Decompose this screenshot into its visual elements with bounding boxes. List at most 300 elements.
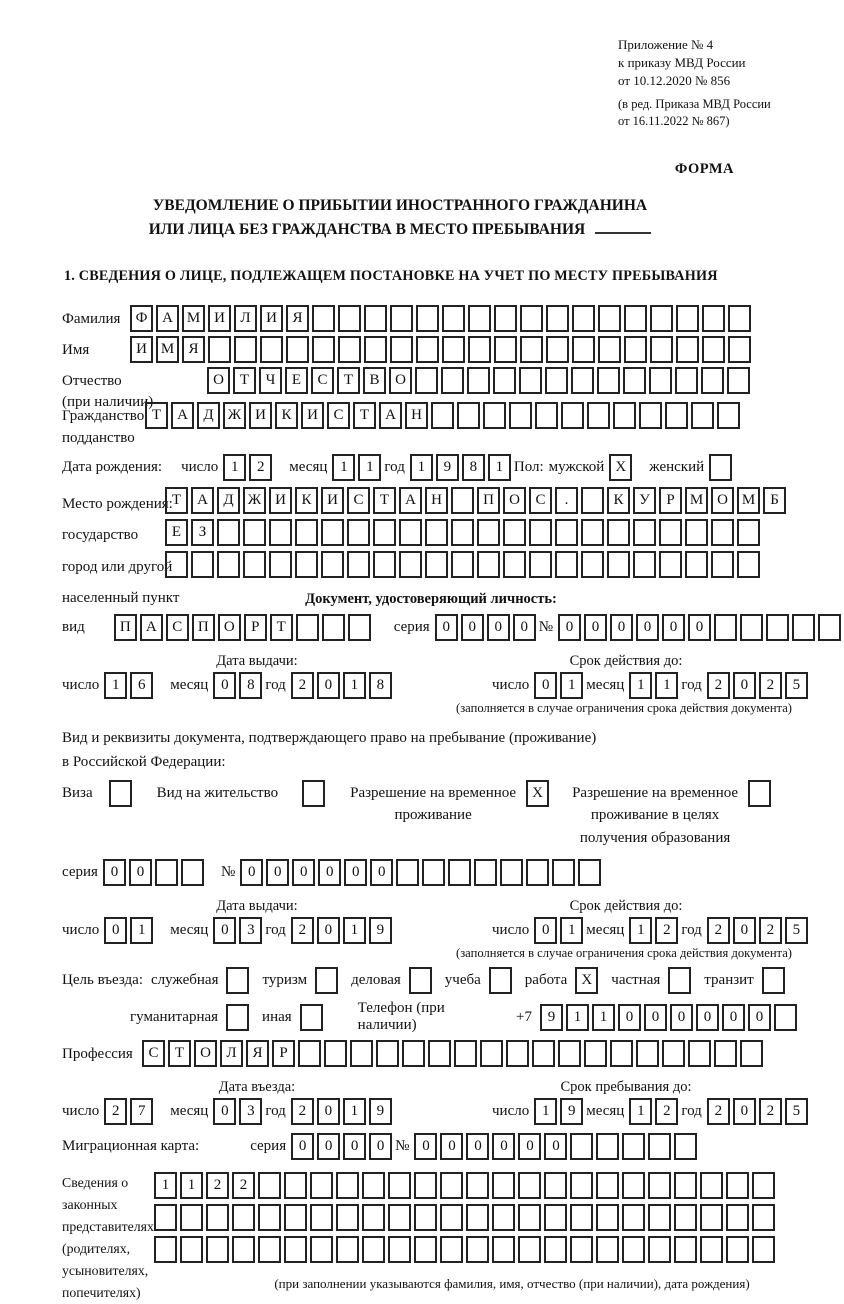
char-box[interactable] [373,551,396,578]
char-box[interactable] [570,1133,593,1160]
char-box[interactable]: 0 [492,1133,515,1160]
char-box[interactable] [622,1236,645,1263]
char-box[interactable]: 2 [759,672,782,699]
char-box[interactable]: 1 [566,1004,589,1031]
char-box[interactable]: 0 [103,859,126,886]
char-box[interactable] [674,1172,697,1199]
char-box[interactable]: 1 [488,454,511,481]
char-box[interactable]: С [327,402,350,429]
char-box[interactable]: М [182,305,205,332]
char-box[interactable] [260,336,283,363]
char-box[interactable]: 0 [317,1098,340,1125]
char-box[interactable] [181,859,204,886]
char-box[interactable] [466,1236,489,1263]
char-box[interactable] [425,519,448,546]
char-box[interactable]: 0 [461,614,484,641]
char-box[interactable] [399,519,422,546]
char-box[interactable] [659,551,682,578]
char-box[interactable] [217,551,240,578]
char-box[interactable] [321,551,344,578]
char-box[interactable]: И [321,487,344,514]
char-box[interactable] [451,487,474,514]
char-box[interactable] [613,402,636,429]
char-box[interactable]: 1 [130,917,153,944]
char-box[interactable]: 0 [370,859,393,886]
char-box[interactable]: 0 [292,859,315,886]
char-box[interactable] [636,1040,659,1067]
char-box[interactable]: 2 [291,1098,314,1125]
char-box[interactable]: В [363,367,386,394]
char-box[interactable] [402,1040,425,1067]
char-box[interactable] [286,336,309,363]
char-box[interactable]: 0 [584,614,607,641]
char-box[interactable]: 0 [318,859,341,886]
char-box[interactable] [217,519,240,546]
char-box[interactable] [674,1204,697,1231]
char-box[interactable]: А [171,402,194,429]
char-box[interactable]: И [130,336,153,363]
char-box[interactable]: Т [353,402,376,429]
char-box[interactable]: 0 [733,917,756,944]
char-box[interactable] [584,1040,607,1067]
char-box[interactable]: 0 [636,614,659,641]
char-box[interactable] [552,859,575,886]
char-box[interactable]: 0 [213,1098,236,1125]
char-box[interactable]: 0 [513,614,536,641]
char-box[interactable] [373,519,396,546]
char-box[interactable]: А [399,487,422,514]
char-box[interactable] [581,487,604,514]
char-box[interactable] [232,1204,255,1231]
char-box[interactable]: 0 [317,917,340,944]
char-box[interactable] [639,402,662,429]
char-box[interactable] [650,336,673,363]
char-box[interactable]: О [503,487,526,514]
char-box[interactable] [633,519,656,546]
char-box[interactable] [762,967,785,994]
char-box[interactable] [665,402,688,429]
char-box[interactable] [649,367,672,394]
char-box[interactable]: Б [763,487,786,514]
char-box[interactable]: А [191,487,214,514]
char-box[interactable]: 9 [560,1098,583,1125]
char-box[interactable]: 2 [291,917,314,944]
char-box[interactable] [480,1040,503,1067]
char-box[interactable] [399,551,422,578]
char-box[interactable]: 2 [759,917,782,944]
char-box[interactable] [558,1040,581,1067]
char-box[interactable]: 0 [733,1098,756,1125]
char-box[interactable]: 7 [130,1098,153,1125]
char-box[interactable] [441,367,464,394]
char-box[interactable]: 2 [206,1172,229,1199]
char-box[interactable]: 0 [733,672,756,699]
char-box[interactable] [714,614,737,641]
char-box[interactable] [555,551,578,578]
char-box[interactable] [622,1133,645,1160]
char-box[interactable]: 1 [343,1098,366,1125]
char-box[interactable]: 0 [618,1004,641,1031]
char-box[interactable]: 1 [629,917,652,944]
char-box[interactable] [428,1040,451,1067]
char-box[interactable]: 2 [104,1098,127,1125]
char-box[interactable] [258,1172,281,1199]
char-box[interactable]: 1 [534,1098,557,1125]
char-box[interactable]: 1 [655,672,678,699]
char-box[interactable] [226,1004,249,1031]
char-box[interactable] [529,551,552,578]
char-box[interactable] [466,1172,489,1199]
char-box[interactable]: 0 [558,614,581,641]
char-box[interactable] [700,1236,723,1263]
char-box[interactable] [519,367,542,394]
char-box[interactable] [451,519,474,546]
char-box[interactable] [607,519,630,546]
char-box[interactable] [310,1172,333,1199]
char-box[interactable] [206,1236,229,1263]
char-box[interactable] [607,551,630,578]
char-box[interactable]: 9 [369,917,392,944]
char-box[interactable] [312,305,335,332]
char-box[interactable] [269,519,292,546]
char-box[interactable]: 0 [670,1004,693,1031]
char-box[interactable] [598,305,621,332]
char-box[interactable]: 1 [629,672,652,699]
char-box[interactable]: 1 [560,917,583,944]
char-box[interactable]: 9 [540,1004,563,1031]
char-box[interactable] [774,1004,797,1031]
char-box[interactable]: А [379,402,402,429]
char-box[interactable] [700,1172,723,1199]
char-box[interactable] [610,1040,633,1067]
char-box[interactable]: 0 [722,1004,745,1031]
char-box[interactable]: 0 [343,1133,366,1160]
char-box[interactable] [296,614,319,641]
char-box[interactable]: Я [182,336,205,363]
char-box[interactable] [544,1204,567,1231]
char-box[interactable] [396,859,419,886]
char-box[interactable]: 1 [560,672,583,699]
char-box[interactable] [624,336,647,363]
char-box[interactable] [191,551,214,578]
char-box[interactable]: 1 [180,1172,203,1199]
char-box[interactable]: 0 [129,859,152,886]
char-box[interactable]: У [633,487,656,514]
char-box[interactable] [415,367,438,394]
char-box[interactable]: М [737,487,760,514]
char-box[interactable]: 5 [785,672,808,699]
char-box[interactable] [622,1172,645,1199]
char-box[interactable] [622,1204,645,1231]
char-box[interactable] [457,402,480,429]
char-box[interactable]: 0 [291,1133,314,1160]
char-box[interactable] [388,1172,411,1199]
char-box[interactable]: 0 [213,917,236,944]
char-box[interactable] [572,305,595,332]
char-box[interactable] [390,336,413,363]
char-box[interactable] [322,614,345,641]
char-box[interactable] [336,1236,359,1263]
char-box[interactable]: 8 [369,672,392,699]
char-box[interactable] [518,1172,541,1199]
char-box[interactable] [676,336,699,363]
char-box[interactable]: 3 [239,1098,262,1125]
char-box[interactable]: Я [246,1040,269,1067]
char-box[interactable]: 0 [213,672,236,699]
char-box[interactable] [315,967,338,994]
char-box[interactable] [506,1040,529,1067]
char-box[interactable] [711,519,734,546]
char-box[interactable] [348,614,371,641]
char-box[interactable] [295,551,318,578]
char-box[interactable] [596,1172,619,1199]
char-box[interactable] [269,551,292,578]
char-box[interactable] [414,1236,437,1263]
char-box[interactable] [546,305,569,332]
char-box[interactable] [338,305,361,332]
char-box[interactable] [477,519,500,546]
char-box[interactable] [284,1172,307,1199]
char-box[interactable]: 2 [655,1098,678,1125]
char-box[interactable] [581,519,604,546]
char-box[interactable] [466,1204,489,1231]
char-box[interactable] [165,551,188,578]
char-box[interactable]: Т [373,487,396,514]
char-box[interactable]: 2 [707,1098,730,1125]
char-box[interactable]: Ч [259,367,282,394]
char-box[interactable] [321,519,344,546]
char-box[interactable]: Т [270,614,293,641]
char-box[interactable] [362,1204,385,1231]
char-box[interactable] [544,1236,567,1263]
char-box[interactable]: М [685,487,708,514]
char-box[interactable]: 0 [435,614,458,641]
char-box[interactable] [509,402,532,429]
char-box[interactable]: X [575,967,598,994]
char-box[interactable] [675,367,698,394]
char-box[interactable] [324,1040,347,1067]
char-box[interactable]: Р [272,1040,295,1067]
char-box[interactable] [503,519,526,546]
char-box[interactable]: 0 [440,1133,463,1160]
char-box[interactable] [468,305,491,332]
char-box[interactable]: Л [234,305,257,332]
char-box[interactable]: О [389,367,412,394]
char-box[interactable]: 0 [748,1004,771,1031]
char-box[interactable]: 2 [707,917,730,944]
char-box[interactable] [648,1133,671,1160]
char-box[interactable] [416,305,439,332]
char-box[interactable]: 0 [414,1133,437,1160]
char-box[interactable] [503,551,526,578]
char-box[interactable] [206,1204,229,1231]
char-box[interactable]: 0 [369,1133,392,1160]
char-box[interactable] [442,336,465,363]
char-box[interactable] [659,519,682,546]
char-box[interactable] [442,305,465,332]
char-box[interactable] [662,1040,685,1067]
char-box[interactable] [570,1204,593,1231]
char-box[interactable]: И [249,402,272,429]
char-box[interactable]: 0 [317,672,340,699]
char-box[interactable] [243,551,266,578]
char-box[interactable] [529,519,552,546]
char-box[interactable] [388,1236,411,1263]
char-box[interactable]: Ф [130,305,153,332]
char-box[interactable]: Д [197,402,220,429]
char-box[interactable] [180,1204,203,1231]
char-box[interactable] [570,1236,593,1263]
char-box[interactable]: П [192,614,215,641]
char-box[interactable] [425,551,448,578]
char-box[interactable]: А [156,305,179,332]
char-box[interactable] [431,402,454,429]
char-box[interactable]: П [114,614,137,641]
char-box[interactable] [494,305,517,332]
char-box[interactable] [726,1236,749,1263]
char-box[interactable]: Т [233,367,256,394]
char-box[interactable] [234,336,257,363]
char-box[interactable]: . [555,487,578,514]
char-box[interactable] [623,367,646,394]
char-box[interactable]: Л [220,1040,243,1067]
char-box[interactable] [492,1236,515,1263]
char-box[interactable] [752,1172,775,1199]
char-box[interactable] [685,551,708,578]
char-box[interactable] [520,305,543,332]
char-box[interactable] [685,519,708,546]
char-box[interactable] [648,1236,671,1263]
char-box[interactable]: Е [285,367,308,394]
char-box[interactable] [532,1040,555,1067]
char-box[interactable] [709,454,732,481]
char-box[interactable] [258,1204,281,1231]
char-box[interactable] [350,1040,373,1067]
char-box[interactable] [700,1204,723,1231]
char-box[interactable] [414,1204,437,1231]
char-box[interactable] [633,551,656,578]
char-box[interactable]: А [140,614,163,641]
char-box[interactable] [489,967,512,994]
char-box[interactable] [748,780,771,807]
char-box[interactable]: 5 [785,1098,808,1125]
char-box[interactable] [676,305,699,332]
char-box[interactable] [422,859,445,886]
char-box[interactable] [818,614,841,641]
char-box[interactable]: 0 [518,1133,541,1160]
char-box[interactable] [535,402,558,429]
char-box[interactable]: С [347,487,370,514]
char-box[interactable]: X [609,454,632,481]
char-box[interactable] [154,1236,177,1263]
char-box[interactable]: 8 [462,454,485,481]
char-box[interactable] [295,519,318,546]
char-box[interactable] [493,367,516,394]
char-box[interactable]: О [194,1040,217,1067]
char-box[interactable]: Т [337,367,360,394]
char-box[interactable] [258,1236,281,1263]
char-box[interactable] [701,367,724,394]
char-box[interactable] [347,519,370,546]
char-box[interactable]: И [269,487,292,514]
char-box[interactable] [737,519,760,546]
char-box[interactable] [310,1204,333,1231]
char-box[interactable]: 0 [644,1004,667,1031]
char-box[interactable]: 0 [610,614,633,641]
char-box[interactable]: 6 [130,672,153,699]
char-box[interactable]: 5 [785,917,808,944]
char-box[interactable]: Т [165,487,188,514]
char-box[interactable] [702,305,725,332]
char-box[interactable] [674,1236,697,1263]
char-box[interactable] [477,551,500,578]
char-box[interactable] [310,1236,333,1263]
char-box[interactable] [740,1040,763,1067]
char-box[interactable]: 1 [223,454,246,481]
char-box[interactable]: Р [244,614,267,641]
char-box[interactable] [312,336,335,363]
char-box[interactable] [474,859,497,886]
char-box[interactable] [362,1172,385,1199]
char-box[interactable] [483,402,506,429]
char-box[interactable]: 9 [436,454,459,481]
char-box[interactable] [409,967,432,994]
char-box[interactable] [546,336,569,363]
char-box[interactable] [596,1133,619,1160]
char-box[interactable] [338,336,361,363]
char-box[interactable]: Н [425,487,448,514]
char-box[interactable] [740,614,763,641]
char-box[interactable] [688,1040,711,1067]
char-box[interactable]: П [477,487,500,514]
char-box[interactable]: 0 [534,672,557,699]
char-box[interactable] [737,551,760,578]
char-box[interactable]: Е [165,519,188,546]
char-box[interactable] [578,859,601,886]
char-box[interactable]: 1 [410,454,433,481]
char-box[interactable]: 2 [232,1172,255,1199]
char-box[interactable] [416,336,439,363]
char-box[interactable]: К [275,402,298,429]
char-box[interactable] [492,1204,515,1231]
char-box[interactable]: 2 [655,917,678,944]
char-box[interactable]: 1 [358,454,381,481]
char-box[interactable] [728,305,751,332]
char-box[interactable] [492,1172,515,1199]
char-box[interactable] [555,519,578,546]
char-box[interactable] [448,859,471,886]
char-box[interactable] [624,305,647,332]
char-box[interactable] [766,614,789,641]
char-box[interactable] [581,551,604,578]
char-box[interactable] [596,1204,619,1231]
char-box[interactable] [440,1204,463,1231]
char-box[interactable] [284,1204,307,1231]
char-box[interactable]: 0 [487,614,510,641]
char-box[interactable]: Я [286,305,309,332]
char-box[interactable] [752,1204,775,1231]
char-box[interactable] [243,519,266,546]
char-box[interactable] [674,1133,697,1160]
char-box[interactable] [298,1040,321,1067]
char-box[interactable] [154,1204,177,1231]
char-box[interactable] [336,1172,359,1199]
char-box[interactable]: И [301,402,324,429]
char-box[interactable]: Н [405,402,428,429]
char-box[interactable] [454,1040,477,1067]
char-box[interactable]: Д [217,487,240,514]
char-box[interactable] [727,367,750,394]
